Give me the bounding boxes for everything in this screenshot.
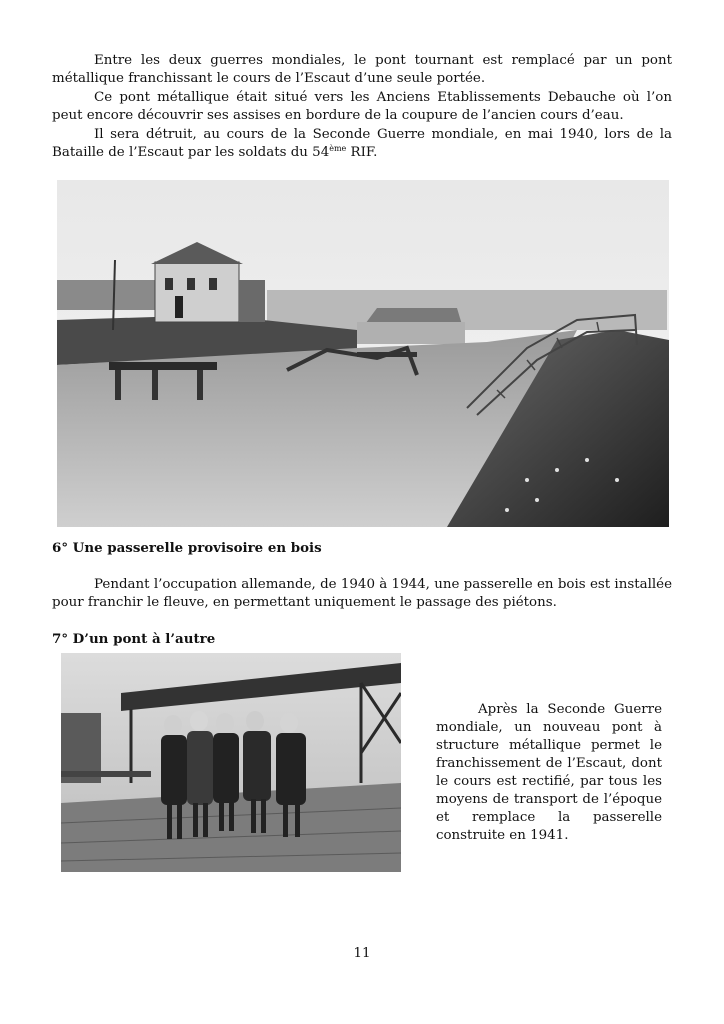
section-7-heading: 7° D’un pont à l’autre [52, 631, 216, 647]
destroyed-bridge-photo [57, 180, 669, 527]
section-7-paragraph: Après la Seconde Guerre mondiale, un nouveau pont à structure métallique permet le franchissement de l’Escaut, dont le cours est rectifié, par tous les moyens de transport de l’époque et remplace la passerelle construite en 1941. [436, 702, 662, 843]
intro-paragraph-3-end: RIF. [346, 145, 378, 160]
intro-paragraph-1: Entre les deux guerres mondiales, le pont tournant est remplacé par un pont métallique franchissant le cours de l’Escaut d’une seule portée. [52, 53, 672, 86]
group-on-bridge-photo [61, 653, 401, 872]
intro-paragraph-3 [52, 126, 672, 162]
page-number: 11 [353, 946, 371, 961]
ordinal-superscript: ème [329, 144, 347, 153]
intro-paragraph-3-text: Il sera détruit, au cours de la Seconde Guerre mondiale, en mai 1940, lors de la Bataille de l’Escaut par les soldats du 54 [52, 127, 672, 160]
section-6-paragraph: Pendant l’occupation allemande, de 1940 à 1944, une passerelle en bois est installée pour franchir le fleuve, en permettant uniquement le passage des piétons. [52, 577, 672, 610]
intro-paragraph-2: Ce pont métallique était situé vers les Anciens Etablissements Debauche où l’on peut encore découvrir ses assises en bordure de la coupure de l’ancien cours d’eau. [52, 90, 672, 123]
section-6-heading: 6° Une passerelle provisoire en bois [52, 540, 322, 556]
